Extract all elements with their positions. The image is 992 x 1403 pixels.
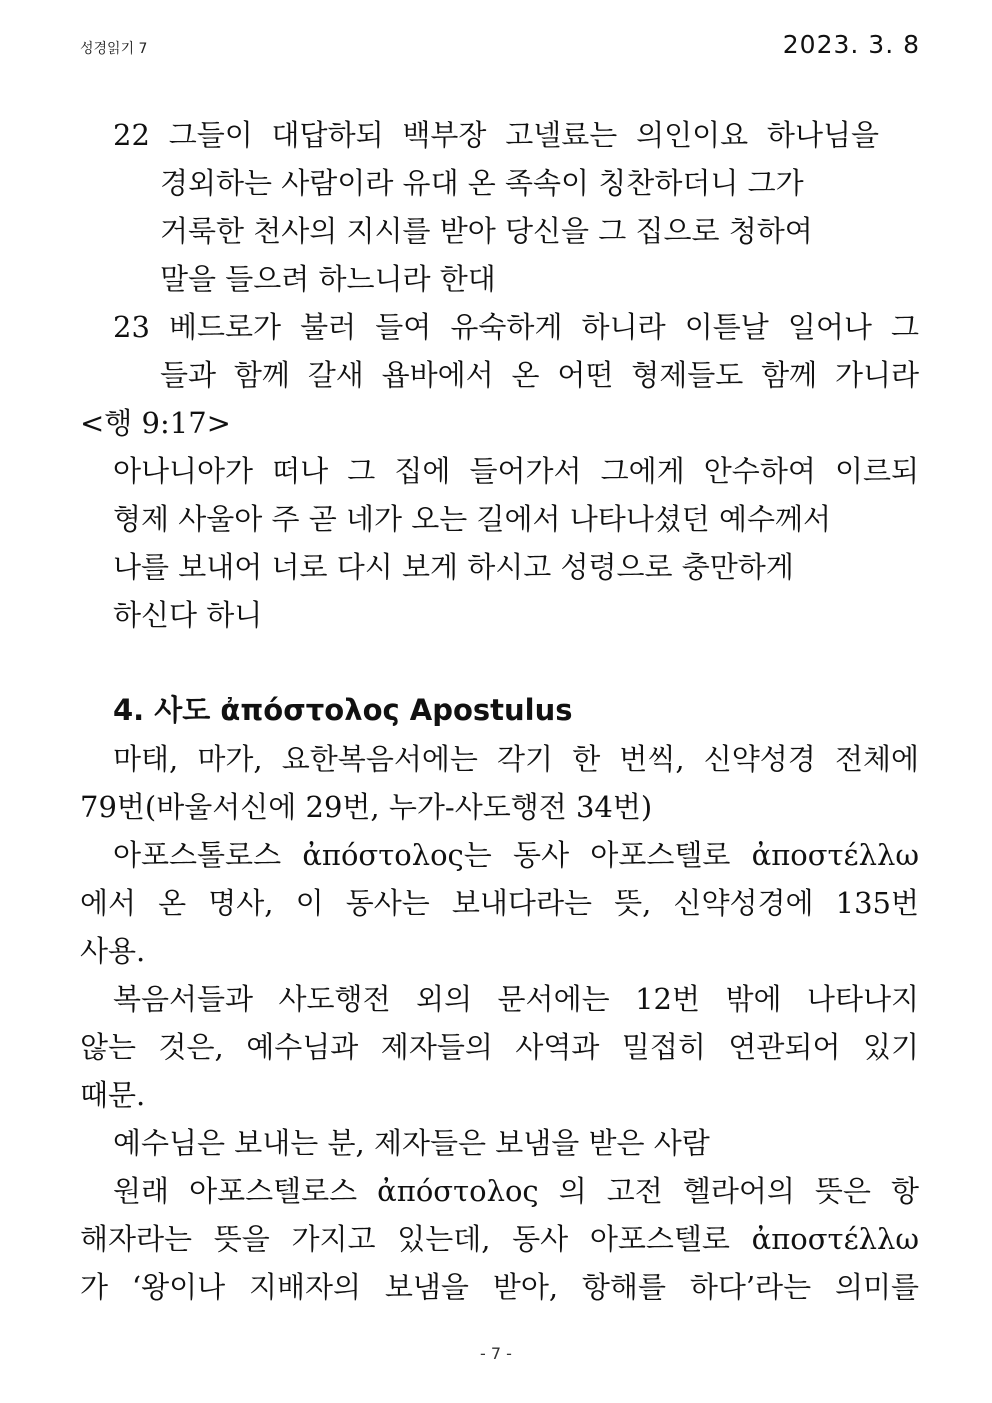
page-number: - 7 - <box>480 1344 512 1363</box>
acts-line-4: 하신다 하니 <box>113 598 263 632</box>
acts-line-3: 나를 보내어 너로 다시 보게 하시고 성령으로 충만하게 <box>113 550 794 584</box>
verse-22-line-4: 말을 들으려 하느니라 한대 <box>160 262 496 296</box>
section-line-4: 에서 온 명사, 이 동사는 보내다라는 뜻, 신약성경에 135번 <box>80 886 919 920</box>
acts-line-1: 아나니아가 떠나 그 집에 들어가서 그에게 안수하여 이르되 <box>113 454 919 488</box>
section-line-2: 79번(바울서신에 29번, 누가-사도행전 34번) <box>80 790 653 824</box>
section-heading: 4. 사도 ἀπόστολος Apostulus <box>113 693 573 727</box>
acts-line-2: 형제 사울아 주 곧 네가 오는 길에서 나타나셨던 예수께서 <box>113 502 832 536</box>
acts-reference: <행 9:17> <box>80 406 231 440</box>
section-line-11: 해자라는 뜻을 가지고 있는데, 동사 아포스텔로 ἀποστέλλω <box>80 1222 919 1256</box>
verse-22-line-2: 경외하는 사람이라 유대 온 족속이 칭찬하더니 그가 <box>160 166 804 200</box>
verse-23-line-1: 23 베드로가 불러 들여 유숙하게 하니라 이튿날 일어나 그 <box>113 310 919 344</box>
section-line-6: 복음서들과 사도행전 외의 문서에는 12번 밖에 나타나지 <box>113 982 919 1016</box>
doc-title: 성경읽기 7 <box>80 41 148 57</box>
verse-22-line-3: 거룩한 천사의 지시를 받아 당신을 그 집으로 청하여 <box>160 214 813 248</box>
section-line-10: 원래 아포스텔로스 ἀπόστολος 의 고전 헬라어의 뜻은 항 <box>113 1174 919 1208</box>
section-line-7: 않는 것은, 예수님과 제자들의 사역과 밀접히 연관되어 있기 <box>80 1030 919 1064</box>
doc-date: 2023. 3. 8 <box>782 30 920 59</box>
section-line-3: 아포스톨로스 ἀπόστολος는 동사 아포스텔로 ἀποστέλλω <box>113 838 919 872</box>
section-line-9: 예수님은 보내는 분, 제자들은 보냄을 받은 사람 <box>113 1126 710 1160</box>
verse-22-line-1: 22 그들이 대답하되 백부장 고넬료는 의인이요 하나님을 <box>113 118 879 152</box>
section-line-12: 가 ‘왕이나 지배자의 보냄을 받아, 항해를 하다’라는 의미를 <box>80 1270 919 1304</box>
section-line-1: 마태, 마가, 요한복음서에는 각기 한 번씩, 신약성경 전체에 <box>113 742 919 776</box>
section-line-5: 사용. <box>80 934 146 968</box>
verse-23-line-2: 들과 함께 갈새 욥바에서 온 어떤 형제들도 함께 가니라 <box>160 358 919 392</box>
section-line-8: 때문. <box>80 1078 146 1112</box>
